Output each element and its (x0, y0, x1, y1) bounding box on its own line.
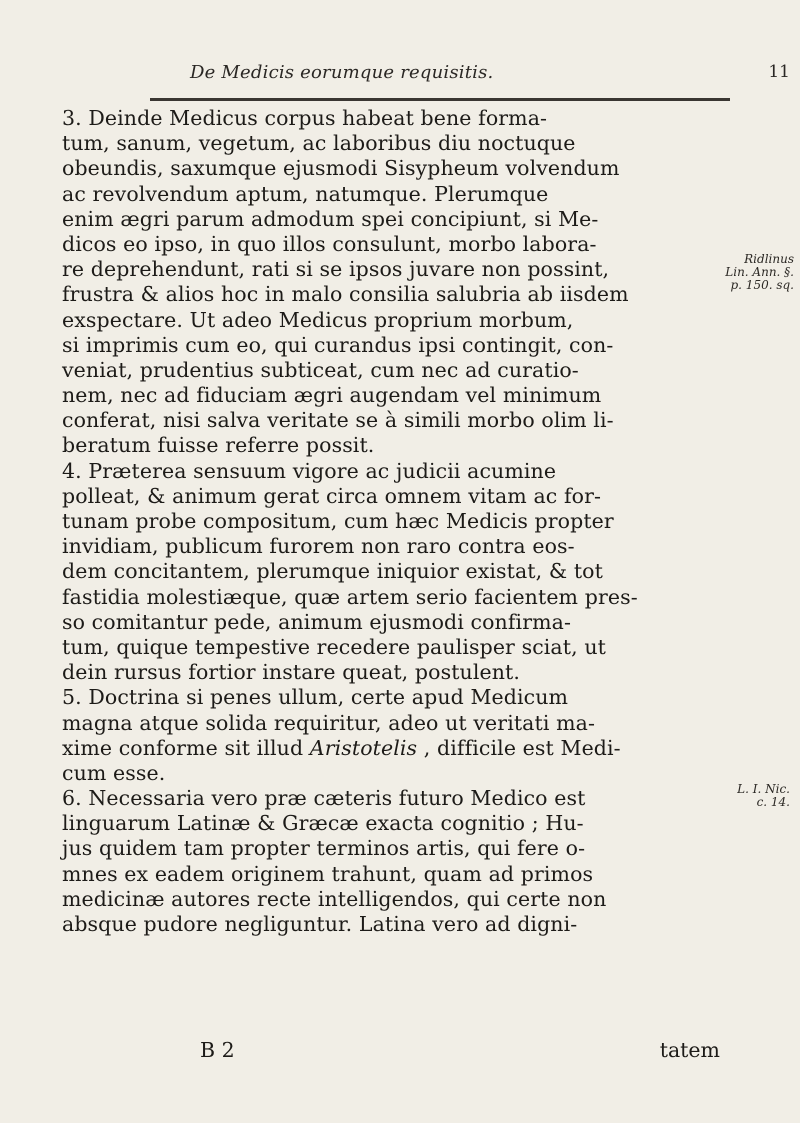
margin-note-aristotle (690, 783, 790, 809)
text-line: fastidia molestiæque, quæ artem serio facientem pres- (62, 584, 638, 609)
catchword: tatem (659, 1038, 720, 1062)
text-line: 6. Necessaria vero præ cæteris futuro Medico est (62, 786, 586, 811)
margin-note-line: L. I. Nic. (737, 782, 790, 796)
body-text (62, 106, 672, 937)
text-line: jus quidem tam propter terminos artis, qui fere o- (62, 836, 586, 861)
text-line: 3. Deinde Medicus corpus habeat bene forma- (62, 106, 548, 130)
text-line: cum esse. (62, 760, 166, 785)
margin-note-line: Lin. Ann. §. (725, 265, 794, 279)
running-title: De Medicis eorumque requisitis. (190, 62, 494, 83)
running-head (190, 62, 790, 90)
text-line: frustra & alios hoc in malo consilia salubria ab iisdem (62, 282, 629, 307)
text-line: tunam probe compositum, cum hæc Medicis propter (62, 509, 614, 533)
page-footer (200, 1038, 720, 1064)
text-line: tum, quique tempestive recedere paulisper sciat, ut (62, 634, 606, 659)
text-line: beratum fuisse referre possit. (62, 433, 375, 458)
text-line: 5. Doctrina si penes ullum, certe apud Medicum (62, 685, 569, 710)
text-line: dicos eo ipso, in quo illos consulunt, morbo labora- (62, 231, 597, 256)
text-line: tum, sanum, vegetum, ac laboribus diu noctuque (62, 131, 576, 156)
margin-note-line: Ridlinus (744, 252, 794, 266)
text-line: so comitantur pede, animum ejusmodi confirma- (62, 609, 571, 634)
margin-note-line: p. 150. sq. (730, 278, 794, 292)
text-line: enim ægri parum admodum spei concipiunt, si Me- (62, 206, 599, 231)
text-line: dem concitantem, plerumque iniquior existat, & tot (62, 559, 603, 584)
text-line: obeundis, saxumque ejusmodi Sisypheum volvendum (62, 156, 620, 181)
header-rule (150, 98, 730, 101)
text-line: 4. Præterea sensuum vigore ac judicii acumine (62, 458, 557, 483)
text-line: magna atque solida requiritur, adeo ut veritati ma- (62, 710, 596, 735)
text-line: mnes ex eadem originem trahunt, quam ad primos (62, 861, 594, 886)
text-line: nem, nec ad fiduciam ægri augendam vel minimum (62, 383, 602, 408)
text-line: conferat, nisi salva veritate se à simili morbo olim li- (62, 408, 614, 433)
signature-mark: B 2 (200, 1038, 235, 1062)
text-line: ac revolvendum aptum, natumque. Plerumque (62, 181, 549, 206)
text-line: si imprimis cum eo, qui curandus ipsi contingit, con- (62, 332, 614, 357)
text-line: absque pudore negliguntur. Latina vero ad digni- (62, 912, 578, 936)
cited-author: Aristotelis (309, 735, 418, 760)
text-line: exspectare. Ut adeo Medicus proprium morbum, (62, 307, 574, 332)
text-line: dein rursus fortior instare queat, postulent. (62, 660, 520, 685)
text-line: veniat, prudentius subticeat, cum nec ad curatio- (62, 357, 579, 382)
margin-note-ridlinus (692, 253, 794, 292)
text-line: polleat, & animum gerat circa omnem vitam ac for- (62, 483, 602, 508)
page-number: 11 (768, 62, 790, 82)
text-line: linguarum Latinæ & Græcæ exacta cognitio ; Hu- (62, 811, 584, 836)
text-line: invidiam, publicum furorem non raro contra eos- (62, 534, 575, 559)
text-line: xime conforme sit illud Aristotelis , difficile est Medi- (62, 735, 621, 760)
text-line: re deprehendunt, rati si se ipsos juvare non possint, (62, 257, 610, 282)
margin-note-line: c. 14. (756, 795, 790, 809)
text-line: medicinæ autores recte intelligendos, qui certe non (62, 886, 607, 911)
